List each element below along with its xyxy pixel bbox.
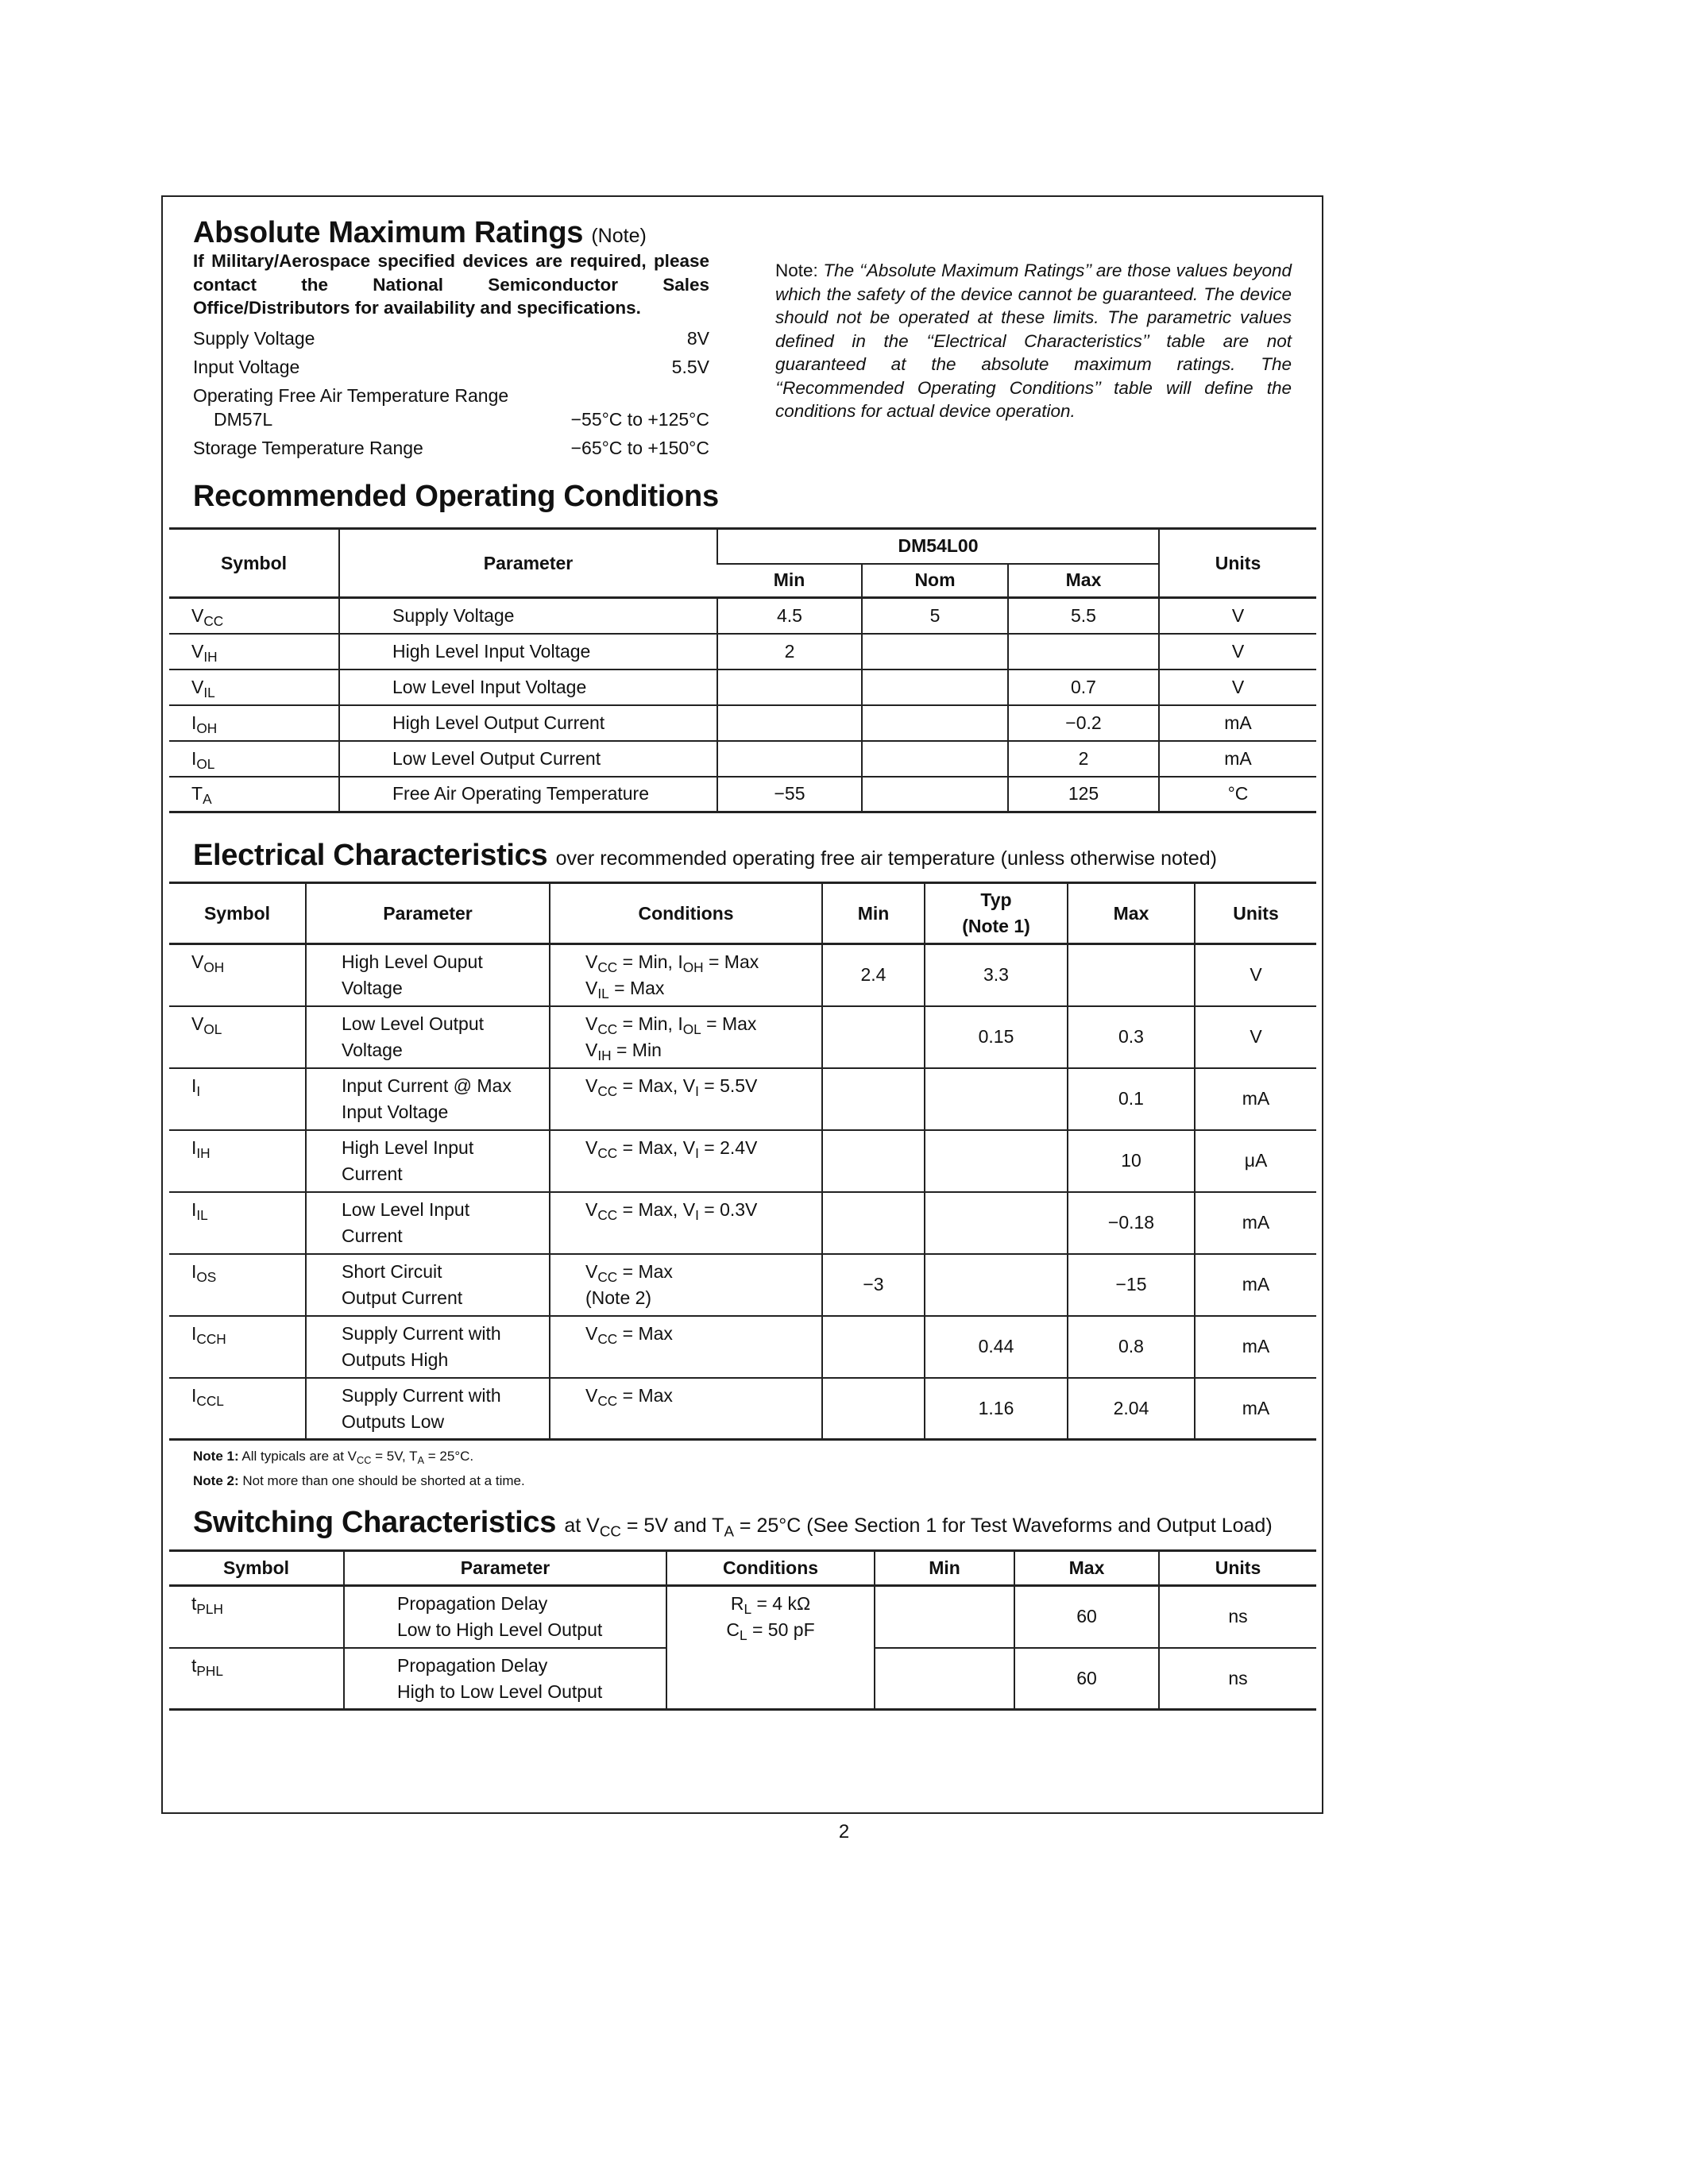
ec-units: mA: [1195, 1254, 1316, 1316]
sc-units: ns: [1159, 1586, 1316, 1648]
ec-conditions-line1: $V_{CC}$ = Min, $I_{OL}$ = Max: [585, 1013, 757, 1037]
ec-parameter: [306, 944, 550, 1006]
roc-units: V: [1159, 669, 1316, 705]
sc-max: 60: [1014, 1586, 1159, 1648]
symbol-base: t: [191, 1593, 197, 1614]
ec-conditions-line1: $V_{CC}$ = Max, $V_I = 0.3V$: [585, 1198, 758, 1223]
roc-max: −0.2: [1008, 705, 1159, 741]
ec-title: Electrical Characteristics over recommended operating free air temperature (unless otherwise noted): [193, 839, 1217, 872]
sc-header-conditions: Conditions: [666, 1551, 875, 1586]
absolute-max-ratings: [193, 216, 709, 460]
ec-header-min: Min: [822, 883, 925, 944]
ec-min: [822, 1378, 925, 1440]
symbol-subscript: I: [196, 1082, 201, 1099]
roc-parameter: High Level Input Voltage: [339, 634, 717, 669]
roc-header-nom: Nom: [862, 564, 1008, 598]
roc-nom: [862, 669, 1008, 705]
ec-header-conditions: Conditions: [550, 883, 822, 944]
roc-parameter: High Level Output Current: [339, 705, 717, 741]
symbol-subscript: IH: [203, 648, 218, 665]
military-warning: If Military/Aerospace specified devices are required, please contact the National Semiconductor Sales Office/Distributors for availability and specifications.: [193, 251, 709, 318]
ec-conditions-line1: $V_{CC}$ = Max: [585, 1384, 673, 1409]
roc-nom: 5: [862, 598, 1008, 634]
ec-notes: [193, 1444, 525, 1493]
symbol-subscript: IL: [203, 684, 215, 700]
ec-max: −15: [1068, 1254, 1195, 1316]
sc-parameter-line1: Propagation Delay: [397, 1593, 548, 1614]
symbol-base: I: [191, 712, 197, 733]
page-number: 2: [838, 1821, 850, 1843]
ec-header-symbol: Symbol: [203, 902, 271, 924]
ec-max: 0.1: [1068, 1068, 1195, 1130]
roc-symbol: [169, 741, 339, 777]
ec-min: [822, 1130, 925, 1192]
ec-parameter-line1: Low Level Input: [342, 1198, 470, 1220]
ec-conditions: [550, 1254, 822, 1316]
ec-parameter-line2: Outputs Low: [342, 1410, 445, 1432]
ec-conditions-line1: $V_{CC}$ = Max: [585, 1260, 673, 1285]
ec-min: [822, 1068, 925, 1130]
ec-typ: 0.15: [925, 1006, 1068, 1068]
symbol-base: V: [191, 640, 204, 662]
roc-row: [169, 634, 1316, 669]
ec-conditions: [550, 1316, 822, 1378]
ec-max: −0.18: [1068, 1192, 1195, 1254]
sc-conditions: [666, 1586, 875, 1710]
ec-parameter: [306, 1254, 550, 1316]
sc-parameter: [344, 1648, 666, 1710]
symbol-base: V: [191, 676, 204, 697]
roc-min: [717, 705, 862, 741]
ec-max: 10: [1068, 1130, 1195, 1192]
roc-table: [169, 527, 1316, 813]
ec-row: [169, 1192, 1316, 1254]
sc-conditions-rl: $R_L = 4$ kΩ: [730, 1593, 811, 1618]
sc-header-symbol: Symbol: [222, 1557, 290, 1578]
roc-title: Recommended Operating Conditions: [193, 480, 719, 513]
ec-parameter-line2: Outputs High: [342, 1349, 449, 1370]
rating-optemp-label: Operating Free Air Temperature Range: [193, 384, 509, 406]
ec-row: [169, 1006, 1316, 1068]
ec-row: [169, 1254, 1316, 1316]
ec-max: [1068, 944, 1195, 1006]
ec-units: V: [1195, 1006, 1316, 1068]
symbol-subscript: PHL: [196, 1662, 223, 1679]
rating-input: Input Voltage 5.5V: [193, 356, 709, 377]
ec-conditions-line2: (Note 2): [585, 1287, 652, 1308]
rating-storage: Storage Temperature Range −65°C to +150°C: [193, 437, 709, 458]
roc-header-symbol: Symbol: [220, 552, 288, 573]
ec-min: [822, 1006, 925, 1068]
rating-supply: Supply Voltage 8V: [193, 327, 709, 349]
ec-note-2: Note 2: Not more than one should be shorted at a time.: [193, 1473, 525, 1488]
roc-units: V: [1159, 634, 1316, 669]
ec-row: [169, 1068, 1316, 1130]
ec-units: mA: [1195, 1068, 1316, 1130]
symbol-base: I: [191, 1384, 197, 1406]
ec-units: mA: [1195, 1378, 1316, 1440]
symbol-base: I: [191, 1198, 197, 1220]
roc-parameter: Low Level Output Current: [339, 741, 717, 777]
sc-parameter-line2: Low to High Level Output: [397, 1619, 603, 1640]
ec-max: 2.04: [1068, 1378, 1195, 1440]
symbol-base: I: [191, 747, 197, 769]
ec-min: 2.4: [822, 944, 925, 1006]
ec-conditions: [550, 1130, 822, 1192]
roc-nom: [862, 777, 1008, 812]
symbol-subscript: OH: [196, 720, 218, 736]
roc-row: [169, 777, 1316, 812]
ec-parameter-line2: Voltage: [342, 1039, 403, 1060]
symbol-subscript: OH: [203, 959, 225, 976]
symbol-subscript: OS: [196, 1268, 217, 1285]
ec-parameter-line1: Supply Current with: [342, 1322, 501, 1344]
ec-symbol: [169, 1254, 306, 1316]
roc-symbol: [169, 669, 339, 705]
ec-units: mA: [1195, 1316, 1316, 1378]
ec-typ: [925, 1130, 1068, 1192]
ec-parameter-line2: Current: [342, 1163, 403, 1184]
sc-symbol: [169, 1648, 344, 1710]
ec-row: [169, 1378, 1316, 1440]
absolute-max-note: Note: The ‘‘Absolute Maximum Ratings’’ are those values beyond which the safety of the device cannot be guaranteed. The device should not be operated at these limits. The parametric values defined in the ‘‘Electrical Characteristics’’ table are not guaranteed at the absolute maximum ratings. The ‘‘Recommended Operating Conditions’’ table will define the conditions for actual device operation.: [775, 260, 1292, 421]
roc-max: 2: [1008, 741, 1159, 777]
ec-symbol: [169, 1006, 306, 1068]
ec-parameter-line2: Input Voltage: [342, 1101, 449, 1122]
absolute-max-title: Absolute Maximum Ratings (Note): [193, 216, 647, 249]
symbol-subscript: CC: [203, 612, 224, 629]
ec-header-parameter: Parameter: [306, 883, 550, 944]
ec-table: [169, 882, 1316, 1441]
ec-conditions-line2: $V_{IL}$ = Max: [585, 978, 665, 1002]
symbol-base: t: [191, 1654, 197, 1676]
roc-units: °C: [1159, 777, 1316, 812]
ec-conditions: [550, 1006, 822, 1068]
sc-min: [875, 1586, 1014, 1648]
ec-parameter-line1: Short Circuit: [342, 1260, 442, 1282]
ec-typ: 3.3: [925, 944, 1068, 1006]
roc-parameter: Low Level Input Voltage: [339, 669, 717, 705]
symbol-base: V: [191, 951, 204, 972]
sc-units: ns: [1159, 1648, 1316, 1710]
ec-typ: 1.16: [925, 1378, 1068, 1440]
ec-parameter-line1: High Level Input: [342, 1136, 474, 1158]
sc-parameter-line2: High to Low Level Output: [397, 1680, 603, 1702]
roc-min: 4.5: [717, 598, 862, 634]
roc-header-max: Max: [1008, 564, 1159, 598]
ec-conditions: [550, 944, 822, 1006]
page-frame: [161, 195, 1323, 1814]
roc-max: 125: [1008, 777, 1159, 812]
roc-nom: [862, 741, 1008, 777]
symbol-base: I: [191, 1136, 197, 1158]
ec-conditions: [550, 1068, 822, 1130]
symbol-subscript: IH: [196, 1144, 211, 1161]
symbol-base: V: [191, 604, 204, 626]
roc-row: [169, 741, 1316, 777]
roc-symbol: [169, 777, 339, 812]
roc-nom: [862, 634, 1008, 669]
ec-row: [169, 1316, 1316, 1378]
ec-parameter-line1: High Level Ouput: [342, 951, 483, 972]
ec-max: 0.3: [1068, 1006, 1195, 1068]
ec-conditions: [550, 1192, 822, 1254]
ec-parameter-line2: Current: [342, 1225, 403, 1246]
symbol-base: T: [191, 783, 203, 805]
ec-conditions-line1: $V_{CC}$ = Max, $V_I = 2.4V$: [585, 1136, 758, 1161]
ec-conditions: [550, 1378, 822, 1440]
symbol-subscript: CCL: [196, 1392, 224, 1409]
absolute-max-title-note: (Note): [591, 225, 647, 247]
sc-conditions-cl: $C_L = 50$ pF: [726, 1619, 815, 1644]
ec-symbol: [169, 944, 306, 1006]
symbol-base: I: [191, 1322, 197, 1344]
ec-parameter: [306, 1130, 550, 1192]
symbol-base: I: [191, 1075, 197, 1096]
roc-min: [717, 669, 862, 705]
ec-min: [822, 1316, 925, 1378]
roc-units: mA: [1159, 705, 1316, 741]
ec-parameter-line2: Voltage: [342, 978, 403, 998]
roc-min: [717, 741, 862, 777]
ec-parameter-line1: Supply Current with: [342, 1384, 501, 1406]
roc-header-parameter: Parameter: [339, 529, 717, 598]
ec-units: mA: [1195, 1192, 1316, 1254]
roc-header-units: Units: [1159, 529, 1316, 598]
roc-max: 5.5: [1008, 598, 1159, 634]
sc-table: [169, 1549, 1316, 1711]
sc-max: 60: [1014, 1648, 1159, 1710]
ec-row: [169, 1130, 1316, 1192]
roc-row: [169, 705, 1316, 741]
ec-symbol: [169, 1192, 306, 1254]
ec-symbol: [169, 1130, 306, 1192]
roc-row: [169, 598, 1316, 634]
symbol-base: I: [191, 1260, 197, 1282]
roc-symbol: [169, 634, 339, 669]
symbol-subscript: IL: [196, 1206, 208, 1223]
ec-parameter-line2: Output Current: [342, 1287, 463, 1308]
ec-typ: 0.44: [925, 1316, 1068, 1378]
roc-parameter: Free Air Operating Temperature: [339, 777, 717, 812]
ec-parameter: [306, 1316, 550, 1378]
ec-conditions-line1: $V_{CC}$ = Max: [585, 1322, 673, 1347]
roc-nom: [862, 705, 1008, 741]
ec-conditions-line2: $V_{IH}$ = Min: [585, 1039, 662, 1063]
sc-parameter-line1: Propagation Delay: [397, 1654, 548, 1676]
ec-min: [822, 1192, 925, 1254]
ec-conditions-line1: $V_{CC}$ = Min, $I_{OH}$ = Max: [585, 951, 759, 976]
ec-header-typ: Typ (Note 1): [925, 883, 1068, 944]
roc-row: [169, 669, 1316, 705]
ec-row: [169, 944, 1316, 1006]
ec-subtitle: over recommended operating free air temperature (unless otherwise noted): [555, 847, 1217, 870]
roc-units: V: [1159, 598, 1316, 634]
ec-symbol: [169, 1068, 306, 1130]
roc-max: 0.7: [1008, 669, 1159, 705]
ec-parameter: [306, 1378, 550, 1440]
roc-max: [1008, 634, 1159, 669]
ec-symbol: [169, 1378, 306, 1440]
sc-header-max: Max: [1014, 1551, 1159, 1586]
sc-header-parameter: Parameter: [344, 1551, 666, 1586]
sc-title: Switching Characteristics at $V_{CC} = 5V$ and $T_A = 25^\circ C$ (See Section 1 for Test Waveforms and Output Load): [193, 1506, 1273, 1540]
ec-units: V: [1195, 944, 1316, 1006]
ec-typ: [925, 1192, 1068, 1254]
sc-symbol: [169, 1586, 344, 1648]
sc-subtitle: at $V_{CC} = 5V$ and $T_A = 25^\circ C$ (See Section 1 for Test Waveforms and Output Load): [564, 1515, 1273, 1540]
ec-parameter-line1: Low Level Output: [342, 1013, 485, 1034]
ec-typ: [925, 1068, 1068, 1130]
roc-units: mA: [1159, 741, 1316, 777]
ec-conditions-line1: $V_{CC}$ = Max, $V_I = 5.5V$: [585, 1075, 758, 1099]
roc-min: 2: [717, 634, 862, 669]
roc-header-device: DM54L00: [717, 529, 1159, 564]
ec-note-1: Note 1: All typicals are at $V_{CC} = 5V$, $T_A = 25^\circ C$.: [193, 1449, 474, 1466]
ec-parameter: [306, 1192, 550, 1254]
sc-parameter: [344, 1586, 666, 1648]
symbol-subscript: OL: [196, 755, 215, 772]
ec-max: 0.8: [1068, 1316, 1195, 1378]
ec-header-units: Units: [1195, 883, 1316, 944]
symbol-subscript: OL: [203, 1021, 222, 1037]
ec-symbol: [169, 1316, 306, 1378]
sc-header-units: Units: [1159, 1551, 1316, 1586]
roc-symbol: [169, 598, 339, 634]
roc-min: −55: [717, 777, 862, 812]
ec-parameter: [306, 1006, 550, 1068]
sc-header-min: Min: [875, 1551, 1014, 1586]
sc-min: [875, 1648, 1014, 1710]
ec-parameter-line1: Input Current @ Max: [342, 1075, 512, 1096]
roc-parameter: Supply Voltage: [339, 598, 717, 634]
symbol-subscript: CCH: [196, 1330, 226, 1347]
ec-typ: [925, 1254, 1068, 1316]
ec-min: −3: [822, 1254, 925, 1316]
roc-symbol: [169, 705, 339, 741]
sc-row: [169, 1586, 1316, 1648]
symbol-base: V: [191, 1013, 204, 1034]
symbol-subscript: A: [203, 791, 212, 808]
roc-header-min: Min: [773, 569, 805, 591]
ec-header-max: Max: [1068, 883, 1195, 944]
ec-units: μA: [1195, 1130, 1316, 1192]
rating-optemp: DM57L −55°C to +125°C: [214, 408, 709, 430]
symbol-subscript: PLH: [196, 1601, 223, 1618]
ec-parameter: [306, 1068, 550, 1130]
